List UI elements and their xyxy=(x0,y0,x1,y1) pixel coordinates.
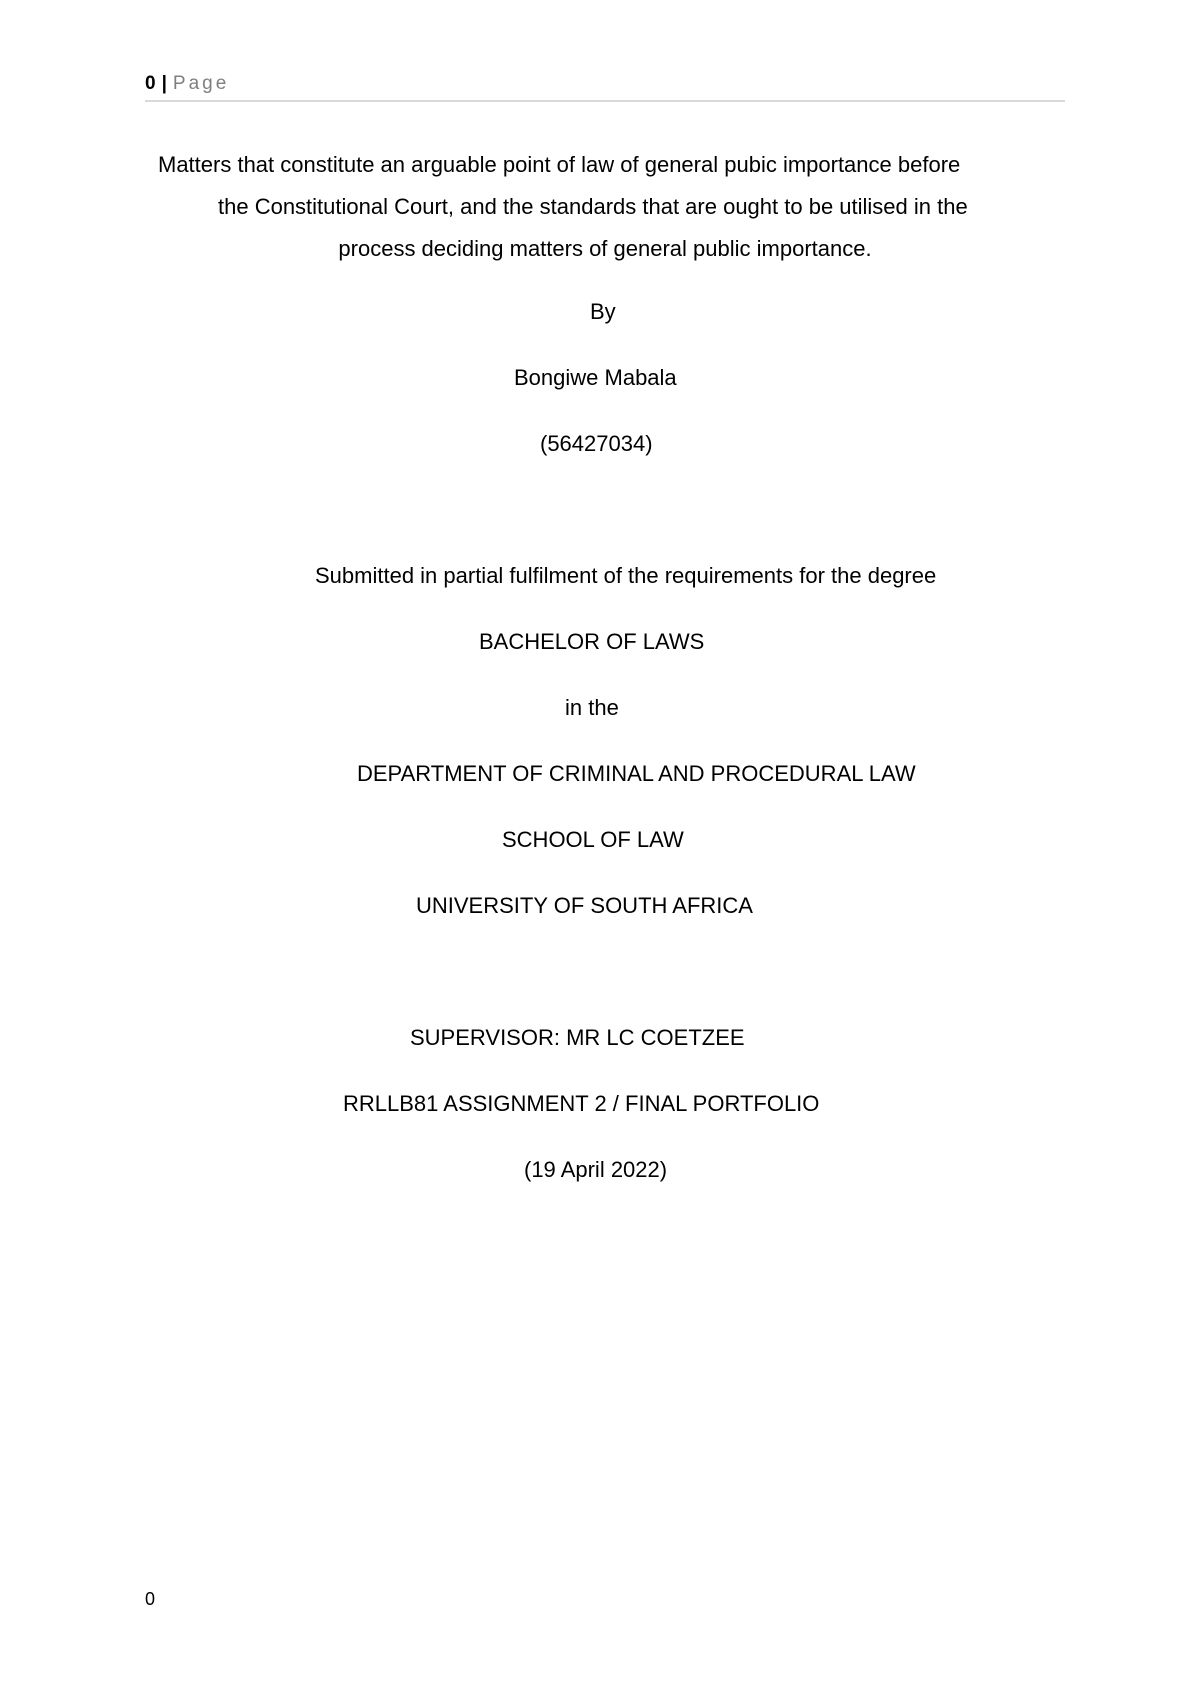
footer-page-number: 0 xyxy=(145,1589,156,1609)
header-separator: | xyxy=(161,73,167,94)
supervisor: SUPERVISOR: MR LC COETZEE xyxy=(410,1025,745,1050)
title-line-3: process deciding matters of general public importance. xyxy=(338,236,872,261)
submission-statement: Submitted in partial fulfilment of the requirements for the degree xyxy=(315,563,937,588)
title-line-2: the Constitutional Court, and the standards that are ought to be utilised in the xyxy=(218,194,968,219)
assignment-title: RRLLB81 ASSIGNMENT 2 / FINAL PORTFOLIO xyxy=(343,1091,820,1116)
university-name: UNIVERSITY OF SOUTH AFRICA xyxy=(416,893,753,918)
in-the-label: in the xyxy=(565,695,619,720)
page-header xyxy=(145,72,1065,102)
department-name: DEPARTMENT OF CRIMINAL AND PROCEDURAL LAW xyxy=(357,761,916,786)
header-page-word: Page xyxy=(172,73,230,94)
author-name: Bongiwe Mabala xyxy=(514,365,677,390)
student-number: (56427034) xyxy=(540,431,653,456)
submission-date: (19 April 2022) xyxy=(524,1157,668,1182)
school-name: SCHOOL OF LAW xyxy=(502,827,684,852)
degree-name: BACHELOR OF LAWS xyxy=(479,629,705,654)
title-line-1: Matters that constitute an arguable point of law of general pubic importance before xyxy=(158,152,961,177)
document-title xyxy=(150,144,1060,270)
by-label: By xyxy=(590,299,616,324)
header-page-number: 0 xyxy=(145,73,156,94)
